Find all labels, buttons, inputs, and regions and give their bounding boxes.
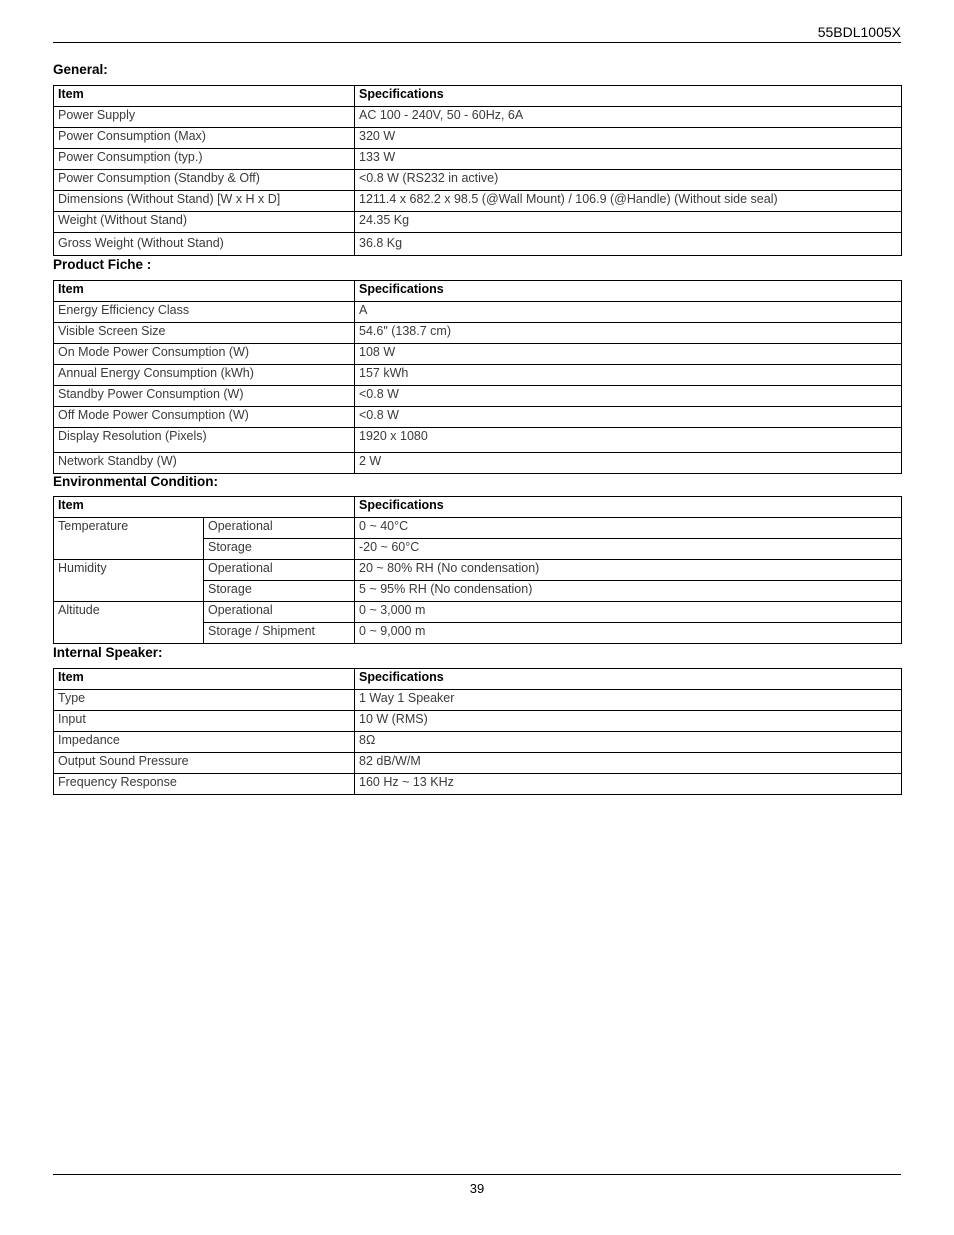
internal-speaker-table [53, 668, 902, 795]
column-header-specifications: Specifications [355, 281, 902, 302]
table-row [54, 149, 902, 170]
condition-cell: Storage [204, 539, 355, 560]
spec-cell: <0.8 W [355, 407, 902, 428]
table-row [54, 128, 902, 149]
table-row [54, 233, 902, 256]
spec-cell: 2 W [355, 453, 902, 474]
spec-cell: 20 ~ 80% RH (No condensation) [355, 560, 902, 581]
column-header-specifications: Specifications [355, 669, 902, 690]
item-cell: Annual Energy Consumption (kWh) [54, 365, 355, 386]
condition-cell: Operational [204, 602, 355, 623]
item-cell: Power Supply [54, 107, 355, 128]
item-cell: Impedance [54, 732, 355, 753]
table-header-row [54, 86, 902, 107]
condition-cell: Storage [204, 581, 355, 602]
general-table [53, 85, 902, 256]
environmental-table-body [54, 497, 902, 644]
table-row [54, 170, 902, 191]
spec-cell: 133 W [355, 149, 902, 170]
column-header-item: Item [54, 86, 355, 107]
spec-cell: 10 W (RMS) [355, 711, 902, 732]
spec-cell: 0 ~ 3,000 m [355, 602, 902, 623]
condition-cell: Storage / Shipment [204, 623, 355, 644]
item-cell: Output Sound Pressure [54, 753, 355, 774]
spec-cell: 320 W [355, 128, 902, 149]
section-title-product-fiche: Product Fiche : [53, 257, 152, 272]
item-cell: Power Consumption (Max) [54, 128, 355, 149]
spec-cell: 8Ω [355, 732, 902, 753]
spec-cell: 0 ~ 40°C [355, 518, 902, 539]
spec-cell: <0.8 W (RS232 in active) [355, 170, 902, 191]
spec-cell: 54.6" (138.7 cm) [355, 323, 902, 344]
table-row [54, 602, 902, 623]
spec-cell: 1211.4 x 682.2 x 98.5 (@Wall Mount) / 106.9 (@Handle) (Without side seal) [355, 191, 902, 212]
spec-cell: 1 Way 1 Speaker [355, 690, 902, 711]
item-cell: Power Consumption (typ.) [54, 149, 355, 170]
table-row [54, 453, 902, 474]
spec-cell: 160 Hz ~ 13 KHz [355, 774, 902, 795]
table-header-row [54, 497, 902, 518]
item-cell: Dimensions (Without Stand) [W x H x D] [54, 191, 355, 212]
column-header-item: Item [54, 669, 355, 690]
group-cell-temperature: Temperature [54, 518, 204, 560]
spec-cell: 157 kWh [355, 365, 902, 386]
table-row [54, 386, 902, 407]
table-row [54, 428, 902, 453]
table-row [54, 732, 902, 753]
table-row [54, 191, 902, 212]
table-row [54, 302, 902, 323]
item-cell: Input [54, 711, 355, 732]
product-fiche-table-body [54, 281, 902, 474]
table-row [54, 107, 902, 128]
table-row [54, 344, 902, 365]
internal-speaker-table-body [54, 669, 902, 795]
top-rule [53, 42, 901, 43]
spec-cell: A [355, 302, 902, 323]
section-title-internal-speaker: Internal Speaker: [53, 645, 163, 660]
item-cell: Visible Screen Size [54, 323, 355, 344]
group-cell-altitude: Altitude [54, 602, 204, 644]
model-header: 55BDL1005X [817, 24, 901, 40]
general-table-body [54, 86, 902, 256]
table-row [54, 774, 902, 795]
table-header-row [54, 281, 902, 302]
column-header-item: Item [54, 497, 355, 518]
spec-cell: AC 100 - 240V, 50 - 60Hz, 6A [355, 107, 902, 128]
item-cell: Gross Weight (Without Stand) [54, 233, 355, 256]
table-row [54, 753, 902, 774]
column-header-specifications: Specifications [355, 497, 902, 518]
item-cell: Power Consumption (Standby & Off) [54, 170, 355, 191]
item-cell: Standby Power Consumption (W) [54, 386, 355, 407]
spec-cell: 5 ~ 95% RH (No condensation) [355, 581, 902, 602]
table-row [54, 365, 902, 386]
column-header-item: Item [54, 281, 355, 302]
item-cell: Frequency Response [54, 774, 355, 795]
bottom-rule [53, 1174, 901, 1175]
table-header-row [54, 669, 902, 690]
condition-cell: Operational [204, 518, 355, 539]
group-cell-humidity: Humidity [54, 560, 204, 602]
spec-cell: 82 dB/W/M [355, 753, 902, 774]
table-row [54, 212, 902, 233]
item-cell: Display Resolution (Pixels) [54, 428, 355, 453]
table-row [54, 711, 902, 732]
column-header-specifications: Specifications [355, 86, 902, 107]
spec-cell: 24.35 Kg [355, 212, 902, 233]
spec-cell: 36.8 Kg [355, 233, 902, 256]
spec-cell: -20 ~ 60°C [355, 539, 902, 560]
item-cell: On Mode Power Consumption (W) [54, 344, 355, 365]
environmental-table [53, 496, 902, 644]
product-fiche-table [53, 280, 902, 474]
spec-cell: <0.8 W [355, 386, 902, 407]
spec-cell: 0 ~ 9,000 m [355, 623, 902, 644]
table-row [54, 323, 902, 344]
condition-cell: Operational [204, 560, 355, 581]
page-number: 39 [469, 1181, 485, 1196]
table-row [54, 518, 902, 539]
item-cell: Energy Efficiency Class [54, 302, 355, 323]
item-cell: Weight (Without Stand) [54, 212, 355, 233]
item-cell: Type [54, 690, 355, 711]
table-row [54, 560, 902, 581]
section-title-general: General: [53, 62, 108, 77]
spec-cell: 1920 x 1080 [355, 428, 902, 453]
spec-cell: 108 W [355, 344, 902, 365]
table-row [54, 690, 902, 711]
item-cell: Off Mode Power Consumption (W) [54, 407, 355, 428]
table-row [54, 407, 902, 428]
item-cell: Network Standby (W) [54, 453, 355, 474]
section-title-environmental: Environmental Condition: [53, 474, 218, 489]
